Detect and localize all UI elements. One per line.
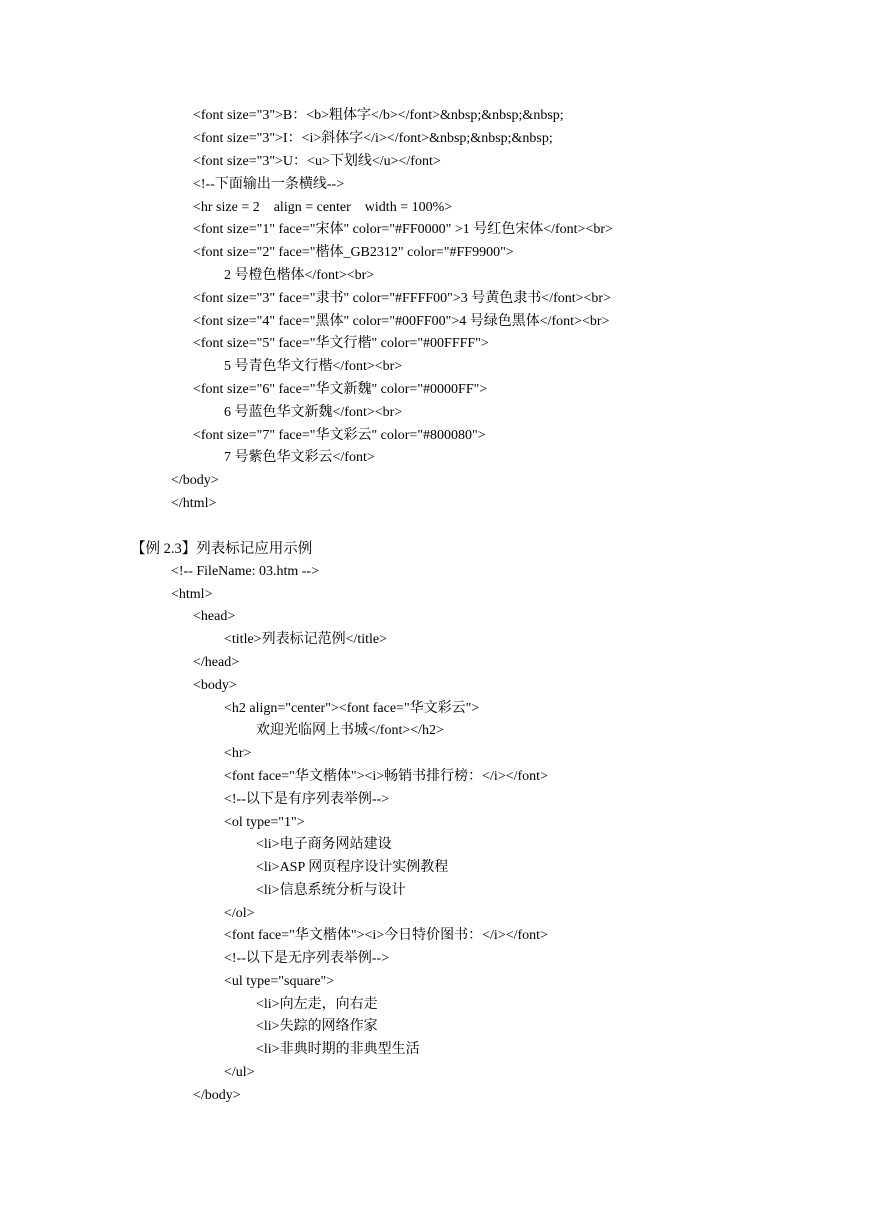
code-line: <font size="4" face="黑体" color="#00FF00">4 号绿色黑体</font><br> xyxy=(193,314,610,329)
code-line: 2 号橙色楷体</font><br> xyxy=(224,268,375,283)
code-line: <font size="3">I：<i>斜体字</i></font>&nbsp;&nbsp;&nbsp; xyxy=(193,131,553,146)
code-line: 7 号紫色华文彩云</font> xyxy=(224,450,375,465)
code-line: </head> xyxy=(193,655,240,670)
code-line: <hr> xyxy=(224,746,252,761)
code-line: 5 号青色华文行楷</font><br> xyxy=(224,359,403,374)
code-line: </body> xyxy=(171,473,219,488)
code-line: <font size="6" face="华文新魏" color="#0000FF"> xyxy=(193,382,488,397)
code-line: <li>失踪的网络作家 xyxy=(256,1019,378,1034)
code-line: <font size="7" face="华文彩云" color="#800080"> xyxy=(193,428,486,443)
code-line: <font size="1" face="宋体" color="#FF0000" >1 号红色宋体</font><br> xyxy=(193,222,613,237)
code-line: <font size="3">B：<b>粗体字</b></font>&nbsp;&nbsp;&nbsp; xyxy=(193,108,564,123)
code-line: <font size="2" face="楷体_GB2312" color="#FF9900"> xyxy=(193,245,514,260)
code-line: <hr size = 2 align = center width = 100%> xyxy=(193,200,453,215)
code-comment-line: <!--以下是有序列表举例--> xyxy=(224,792,390,807)
code-line: <ul type="square"> xyxy=(224,974,335,989)
code-line: </ul> xyxy=(224,1065,255,1080)
code-line: <font face="华文楷体"><i>畅销书排行榜：</i></font> xyxy=(224,769,548,784)
code-line: <li>电子商务网站建设 xyxy=(256,837,392,852)
code-line: <font size="5" face="华文行楷" color="#00FFFF"> xyxy=(193,336,489,351)
code-line: <li>信息系统分析与设计 xyxy=(256,883,406,898)
code-line: <li>向左走，向右走 xyxy=(256,997,378,1012)
code-line: </ol> xyxy=(224,906,255,921)
code-line: <h2 align="center"><font face="华文彩云"> xyxy=(224,701,480,716)
example-heading: 【例 2.3】列表标记应用示例 xyxy=(131,541,313,557)
code-line: <html> xyxy=(171,587,213,602)
code-comment-line: <!--下面输出一条横线--> xyxy=(193,177,345,192)
code-comment-line: <!-- FileName: 03.htm --> xyxy=(171,564,319,579)
code-line: <li>非典时期的非典型生活 xyxy=(256,1042,420,1057)
code-line: 欢迎光临网上书城</font></h2> xyxy=(256,723,444,738)
code-comment-line: <!--以下是无序列表举例--> xyxy=(224,951,390,966)
code-line: <li>ASP 网页程序设计实例教程 xyxy=(256,860,449,875)
code-line: <font size="3">U：<u>下划线</u></font> xyxy=(193,154,441,169)
code-line: <font face="华文楷体"><i>今日特价图书：</i></font> xyxy=(224,928,548,943)
code-line: <body> xyxy=(193,678,237,693)
code-line: <head> xyxy=(193,609,236,624)
code-line: <font size="3" face="隶书" color="#FFFF00">3 号黄色隶书</font><br> xyxy=(193,291,611,306)
code-line: <title>列表标记范例</title> xyxy=(224,632,388,647)
code-line: 6 号蓝色华文新魏</font><br> xyxy=(224,405,403,420)
code-line: <ol type="1"> xyxy=(224,815,305,830)
code-line: </html> xyxy=(171,496,217,511)
code-line: </body> xyxy=(193,1088,241,1103)
